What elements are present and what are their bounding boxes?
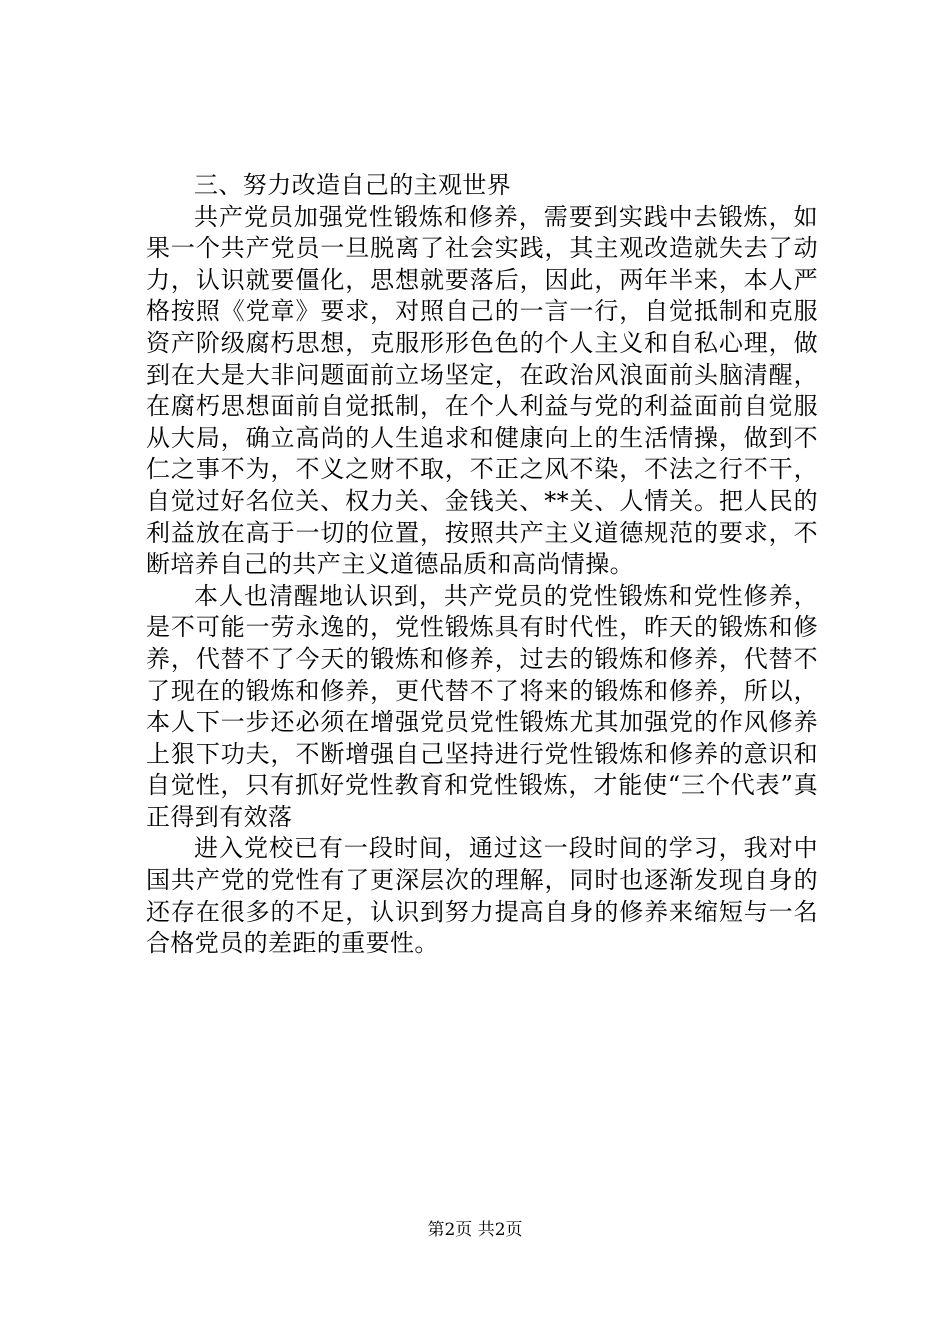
paragraph-party-school: 进入党校已有一段时间，通过这一段时间的学习，我对中国共产党的党性有了更深层次的理解，同时也逐渐发现自身的还存在很多的不足，认识到努力提高自身的修养来缩短与一名合格党员的差距的重要性。 <box>146 834 818 958</box>
paragraph-self-awareness: 本人也清醒地认识到，共产党员的党性锻炼和党性修养，是不可能一劳永逸的，党性锻炼具有时代性，昨天的锻炼和修养，代替不了今天的锻炼和修养，过去的锻炼和修养，代替不了现在的锻炼和修养，更代替不了将来的锻炼和修养，所以，本人下一步还必须在增强党员党性锻炼尤其加强党的作风修养上狠下功夫，不断增强自己坚持进行党性锻炼和修养的意识和自觉性，只有抓好党性教育和党性锻炼，才能使“三个代表”真正得到有效落 <box>146 581 818 831</box>
section-heading: 三、努力改造自己的主观世界 <box>194 171 512 199</box>
document-body <box>146 170 818 960</box>
paragraph-party-training: 共产党员加强党性锻炼和修养，需要到实践中去锻炼，如果一个共产党员一旦脱离了社会实践，其主观改造就失去了动力，认识就要僵化，思想就要落后，因此，两年半来，本人严格按照《党章》要求，对照自己的一言一行，自觉抵制和克服资产阶级腐朽思想，克服形形色色的个人主义和自私心理，做到在大是大非问题面前立场坚定，在政治风浪面前头脑清醒，在腐朽思想面前自觉抵制，在个人利益与党的利益面前自觉服从大局，确立高尚的人生追求和健康向上的生活情操，做到不仁之事不为，不义之财不取，不正之风不染，不法之行不干，自觉过好名位关、权力关、金钱关、**关、人情关。把人民的利益放在高于一切的位置，按照共产主义道德规范的要求，不断培养自己的共产主义道德品质和高尚情操。 <box>146 202 818 579</box>
page-number-footer: 第2页 共2页 <box>427 1220 523 1240</box>
